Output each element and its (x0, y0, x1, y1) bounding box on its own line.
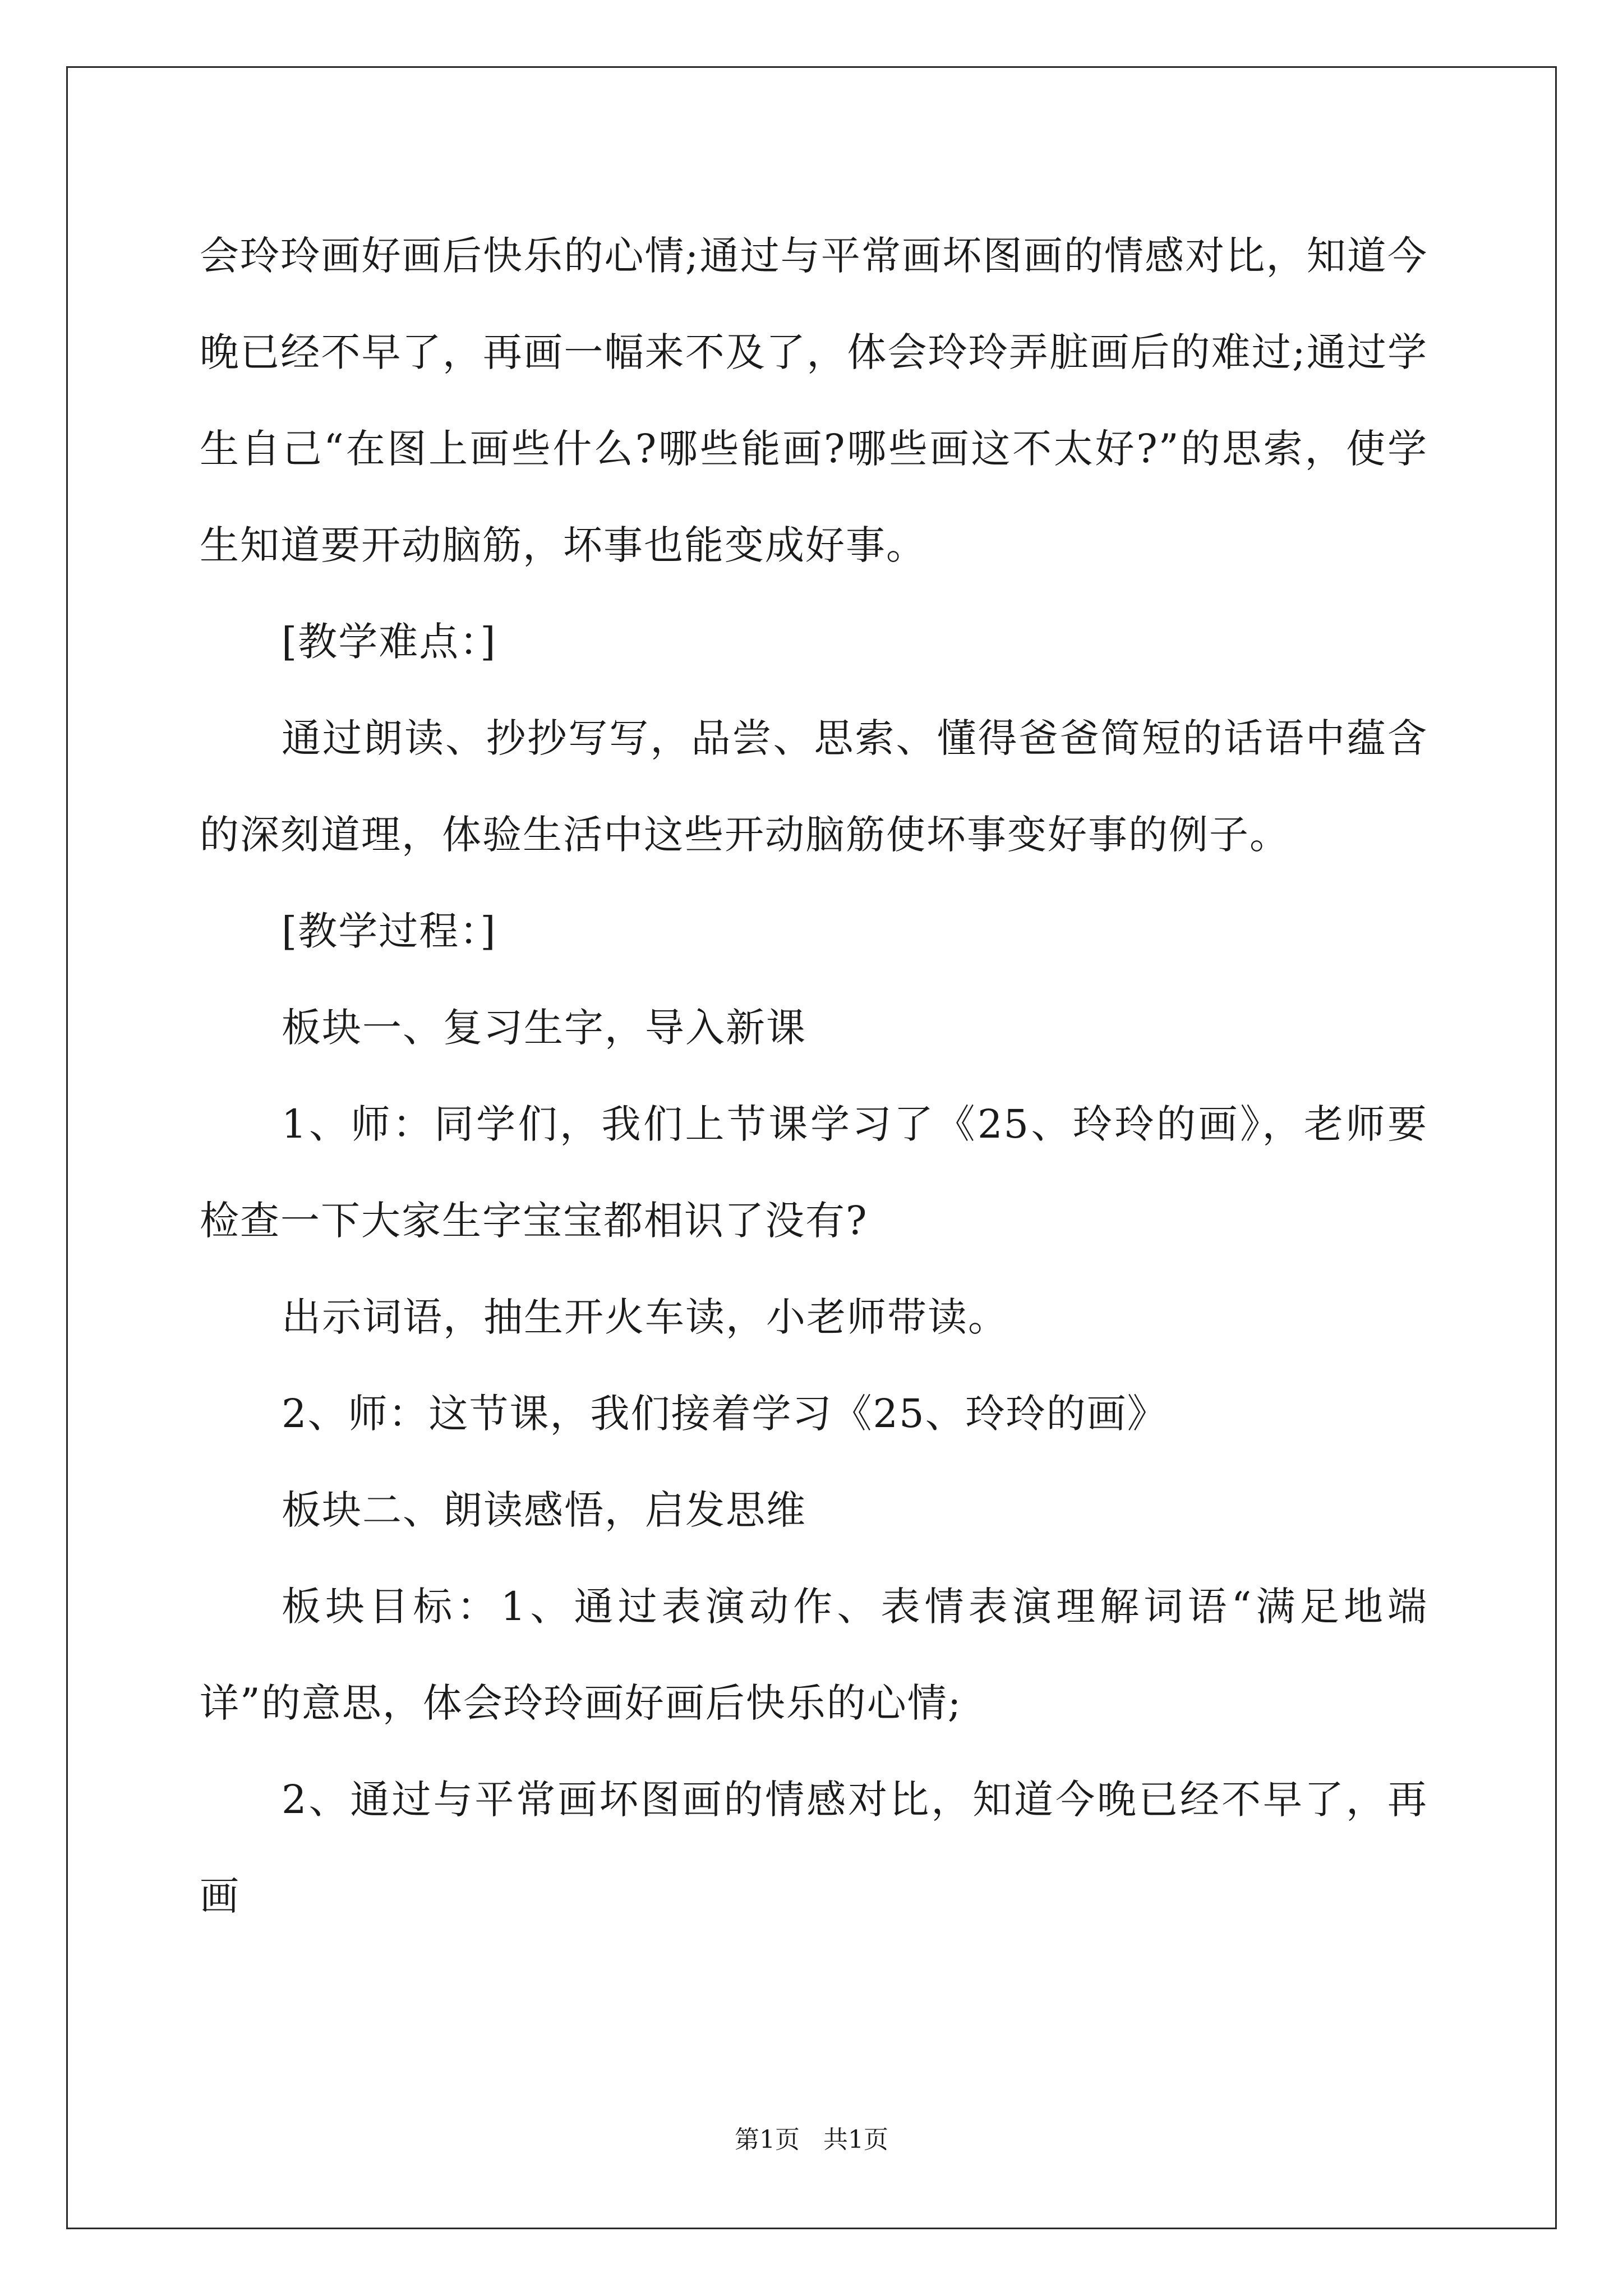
section-two-title: 板块二、朗读感悟，启发思维 (282, 1487, 806, 1533)
paragraph-section-goals: 板块目标：1、通过表演动作、表情表演理解词语“满足地端详”的意思，体会玲玲画好画后快乐的心情; (200, 1584, 1428, 1726)
paragraph-goal-two: 2、通过与平常画坏图画的情感对比，知道今晚已经不早了，再画 (200, 1777, 1428, 1919)
paragraph-step-one: 1、师：同学们，我们上节课学习了《25、玲玲的画》，老师要检查一下大家生字宝宝都相识了没有? (200, 1101, 1428, 1244)
paragraph-intro: 会玲玲画好画后快乐的心情;通过与平常画坏图画的情感对比，知道今晚已经不早了，再画一幅来不及了，体会玲玲弄脏画后的难过;通过学生自己“在图上画些什么?哪些能画?哪些画这不太好?”的思索，使学生知道要开动脑筋，坏事也能变成好事。 (200, 233, 1428, 568)
page-number: 第1页 (735, 2125, 800, 2154)
heading-teaching-difficulty: [教学难点：] (282, 619, 497, 665)
paragraph-step-two: 2、师：这节课，我们接着学习《25、玲玲的画》 (282, 1391, 1168, 1437)
paragraph-difficulty: 通过朗读、抄抄写写，品尝、思索、懂得爸爸简短的话语中蕴含的深刻道理，体验生活中这些开动脑筋使坏事变好事的例子。 (200, 715, 1428, 858)
document-body (200, 208, 1428, 1944)
page-total: 共1页 (823, 2125, 888, 2154)
paragraph-word-reading: 出示词语，抽生开火车读，小老师带读。 (282, 1294, 1008, 1340)
heading-teaching-process: [教学过程：] (282, 908, 497, 954)
section-one-title: 板块一、复习生字，导入新课 (282, 1005, 806, 1051)
page-footer (0, 2123, 1623, 2157)
